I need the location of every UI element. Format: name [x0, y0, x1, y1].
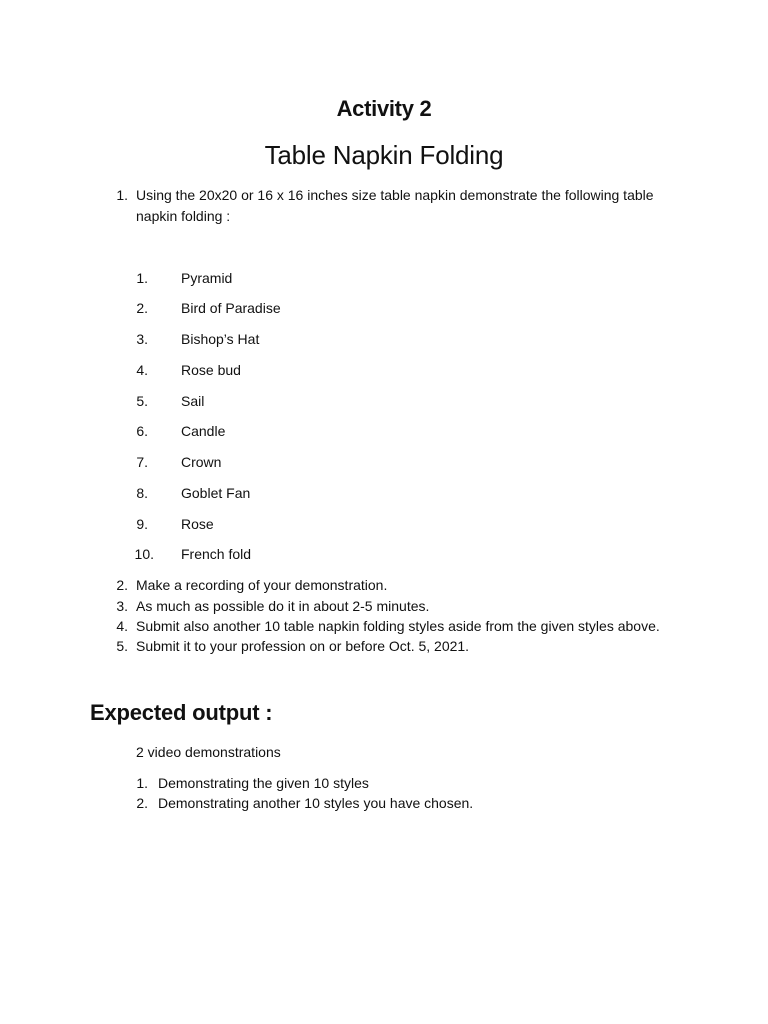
list-number: 1. [136, 270, 148, 286]
expected-output-text: Demonstrating another 10 styles you have chosen. [158, 795, 474, 811]
instruction-text: Make a recording of your demonstration. [136, 577, 388, 593]
list-number: 8. [136, 485, 148, 501]
instruction-text: Submit it to your profession on or before Oct. 5, 2021. [136, 638, 470, 654]
list-number: 2. [136, 795, 148, 811]
style-label: Candle [181, 423, 226, 439]
list-number: 6. [136, 423, 148, 439]
list-number: 7. [136, 454, 148, 470]
activity-title: Activity 2 [336, 96, 432, 121]
list-number: 5. [116, 638, 128, 654]
style-label: French fold [181, 546, 252, 562]
style-label: Pyramid [181, 270, 233, 286]
style-label: Rose bud [181, 362, 241, 378]
instruction-text: Submit also another 10 table napkin folding styles aside from the given styles above. [136, 618, 660, 634]
style-label: Crown [181, 454, 222, 470]
instruction-text: As much as possible do it in about 2-5 minutes. [136, 598, 430, 614]
list-number: 1. [116, 187, 128, 203]
list-number: 3. [116, 598, 128, 614]
list-number: 2. [116, 577, 128, 593]
page-title: Table Napkin Folding [264, 140, 504, 170]
list-number: 10. [134, 546, 154, 562]
list-number: 1. [136, 775, 148, 791]
list-number: 9. [136, 516, 148, 532]
style-label: Bishop’s Hat [181, 331, 260, 347]
list-number: 4. [136, 362, 148, 378]
list-number: 4. [116, 618, 128, 634]
list-number: 5. [136, 393, 148, 409]
instruction-text-line-1: Using the 20x20 or 16 x 16 inches size table napkin demonstrate the following table [136, 187, 654, 203]
style-label: Bird of Paradise [181, 300, 281, 316]
style-label: Rose [181, 516, 214, 532]
expected-output-text: Demonstrating the given 10 styles [158, 775, 369, 791]
expected-output-intro: 2 video demonstrations [136, 744, 281, 760]
style-label: Goblet Fan [181, 485, 251, 501]
instruction-text-line-2: napkin folding : [136, 208, 231, 224]
list-number: 2. [136, 300, 148, 316]
expected-output-heading: Expected output : [90, 700, 273, 725]
list-number: 3. [136, 331, 148, 347]
style-label: Sail [181, 393, 205, 409]
